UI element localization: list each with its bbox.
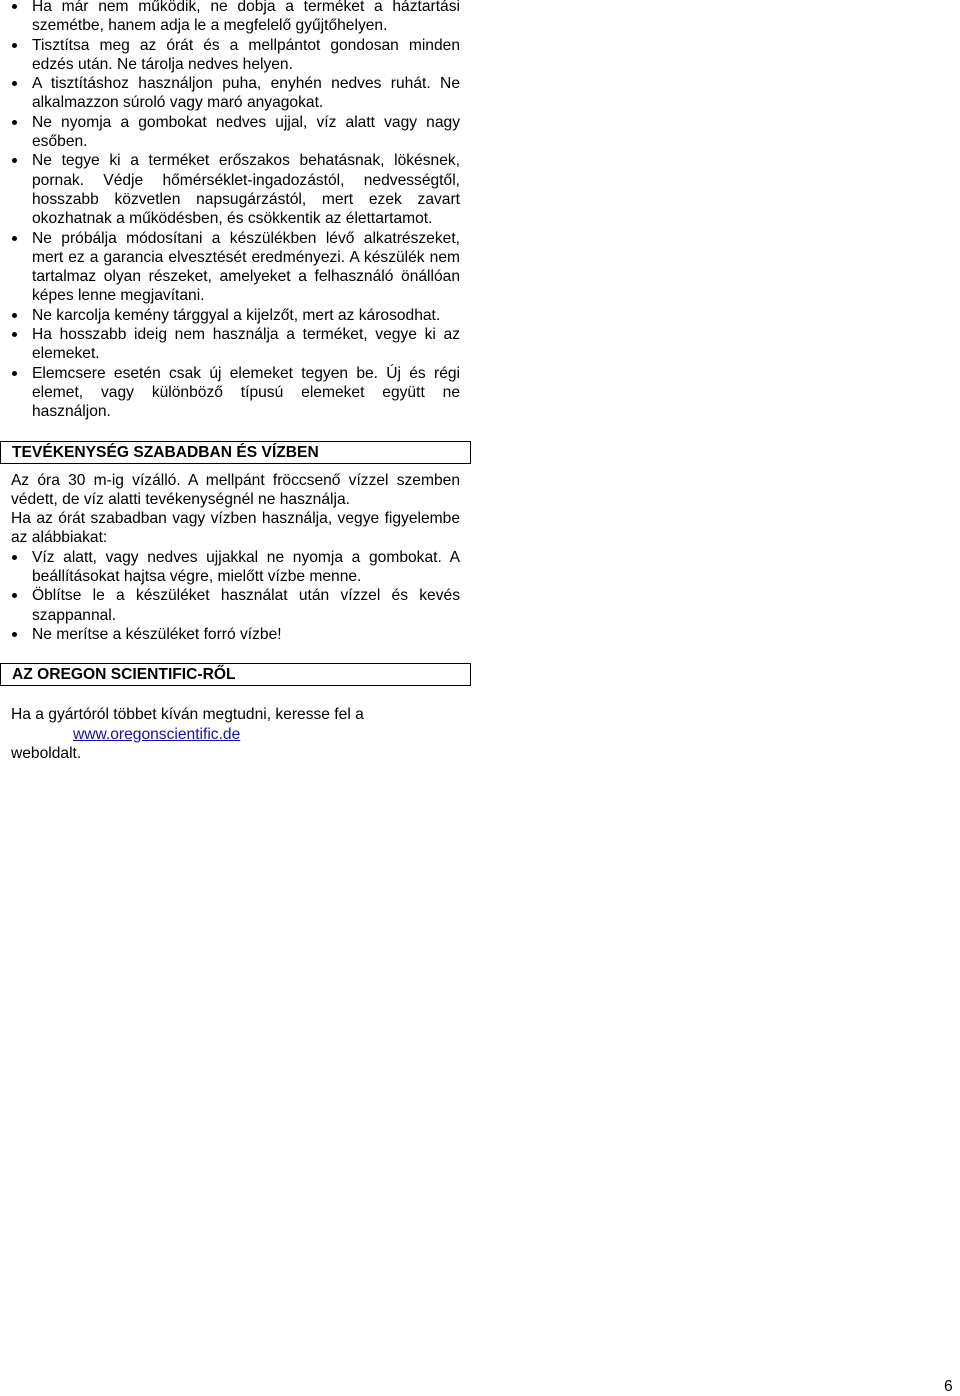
document-column [11, 0, 460, 763]
bullet-icon [12, 120, 17, 125]
page-number: 6 [944, 1378, 953, 1395]
bullet-icon [12, 313, 17, 318]
list-item: Ne tegye ki a terméket erőszakos behatásnak, lökésnek, pornak. Védje hőmérséklet-ingadozástól, nedvességtől, hosszabb közvetlen napsugárzástól, mert ezek zavart okozhatnak a működésben, és csökkentik az élettartamot. [11, 151, 460, 228]
bullet-icon [12, 236, 17, 241]
list-item: Ne karcolja kemény tárggyal a kijelzőt, mert az károsodhat. [11, 306, 460, 325]
bullet-icon [12, 43, 17, 48]
list-item: Ne nyomja a gombokat nedves ujjal, víz alatt vagy nagy esőben. [11, 113, 460, 152]
list-item: Ne próbálja módosítani a készülékben lévő alkatrészeket, mert ez a garancia elvesztését eredményezi. A készülék nem tartalmaz olyan részeket, amelyeket a felhasználó önállóan képes lenne megjavítani. [11, 229, 460, 306]
bullet-icon [12, 632, 17, 637]
list-item: Ha már nem működik, ne dobja a terméket a háztartási szemétbe, hanem adja le a megfelelő gyűjtőhelyen. [11, 0, 460, 36]
bullet-icon [12, 332, 17, 337]
bullet-icon [12, 158, 17, 163]
about-text: Ha a gyártóról többet kíván megtudni, keresse fel a www.oregonscientific.de weboldalt. [11, 706, 364, 762]
list-item: A tisztításhoz használjon puha, enyhén nedves ruhát. Ne alkalmazzon súroló vagy maró anyagokat. [11, 74, 460, 113]
bullet-icon [12, 593, 17, 598]
section-heading-water: TEVÉKENYSÉG SZABADBAN ÉS VÍZBEN [0, 441, 471, 464]
list-item: Víz alatt, vagy nedves ujjakkal ne nyomja a gombokat. A beállításokat hajtsa végre, mielőtt vízbe menne. [11, 548, 460, 587]
list-item: Öblítse le a készüléket használat után vízzel és kevés szappannal. [11, 586, 460, 625]
list-item: Tisztítsa meg az órát és a mellpántot gondosan minden edzés után. Ne tárolja nedves helyen. [11, 36, 460, 75]
section-heading-about: AZ OREGON SCIENTIFIC-RŐL [0, 663, 471, 686]
bullet-icon [12, 81, 17, 86]
manufacturer-website-link[interactable]: www.oregonscientific.de [73, 725, 241, 743]
bullet-icon [12, 4, 17, 9]
outdoor-use-paragraph: Ha az órát szabadban vagy vízben használja, vegye figyelembe az alábbiakat: [11, 510, 460, 547]
list-item: Ha hosszabb ideig nem használja a terméket, vegye ki az elemeket. [11, 325, 460, 364]
list-item: Ne merítse a készüléket forró vízbe! [11, 625, 460, 644]
bullet-icon [12, 371, 17, 376]
water-instructions-list [11, 548, 460, 644]
bullet-icon [12, 555, 17, 560]
list-item: Elemcsere esetén csak új elemeket tegyen be. Új és régi elemet, vagy különböző típusú elemeket együtt ne használjon. [11, 364, 460, 422]
water-resistance-paragraph: Az óra 30 m-ig vízálló. A mellpánt fröccsenő vízzel szemben védett, de víz alatti tevékenységnél ne használja. [11, 471, 460, 508]
care-instructions-list [11, 0, 460, 422]
